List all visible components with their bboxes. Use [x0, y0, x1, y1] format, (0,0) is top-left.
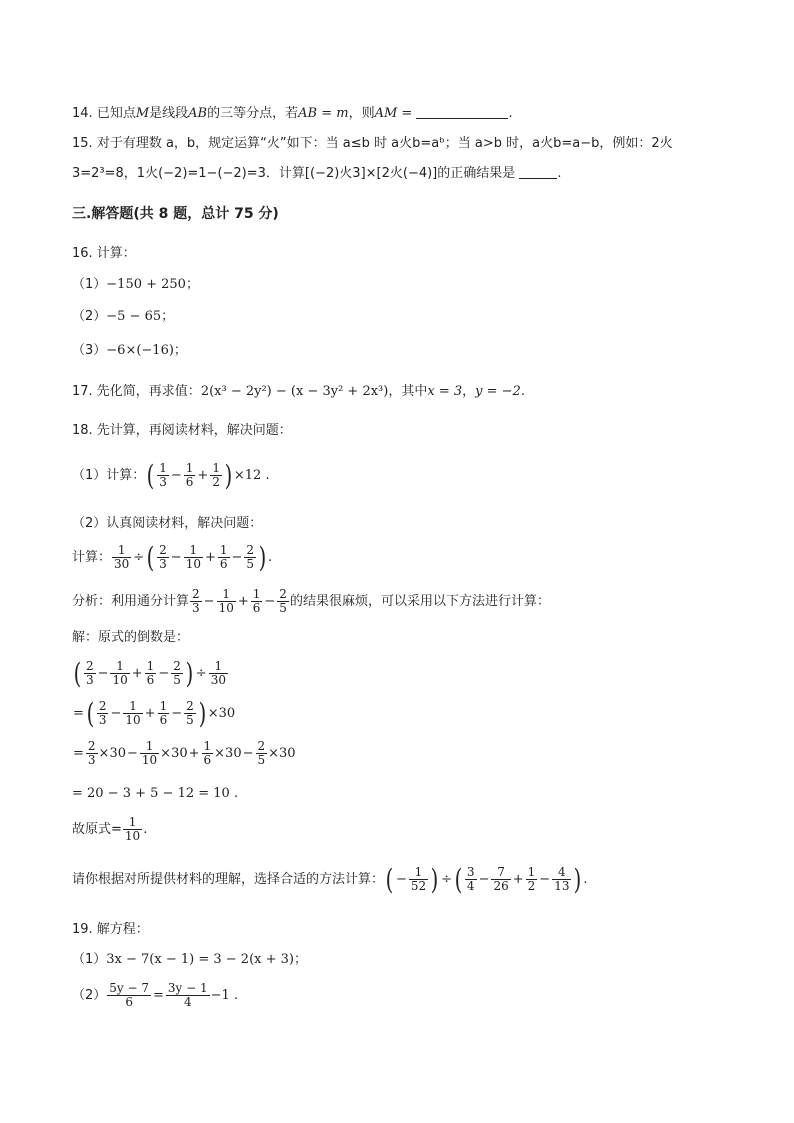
question-18-part-1: （1）计算：( $\frac{1}{3}$ − $\frac{1}{6}$ + $\frac{1}{2}$ ) ×12 .: [72, 458, 270, 492]
solution-line-2: =( $\frac{2}{3}$ − $\frac{1}{10}$ + $\frac{1}{6}$ − $\frac{2}{5}$ ) ×30: [73, 696, 236, 730]
question-14: 14. 已知点M是线段AB的三等分点，若AB = m，则AM = .: [72, 106, 513, 121]
question-19-part-2: （2） $\frac{5y - 7}{6}$ = $\frac{3y - 1}{4}$ −1 .: [72, 981, 239, 1009]
question-18-request: 请你根据对所提供材料的理解，选择合适的方法计算：( − $\frac{1}{52}$ ) ÷( $\frac{3}{4}$ − $\frac{7}{26}$ + $\frac{1}{2}$ − $\frac{4}{13}$ ) .: [72, 862, 588, 896]
question-16-part-1: （1）−150 + 250；: [72, 277, 199, 292]
question-18-analysis: 分析：利用通分计算 $\frac{2}{3}$ − $\frac{1}{10}$ + $\frac{1}{6}$ − $\frac{2}{5}$ 的结果很麻烦，可以采用以下方法进行计算：: [72, 587, 550, 615]
answer-blank-15[interactable]: [519, 164, 557, 179]
question-18-solution-label: 解：原式的倒数是：: [72, 630, 190, 645]
solution-conclusion: 故原式= $\frac{1}{10}$ .: [72, 815, 148, 843]
question-16-part-2: （2）−5 − 65；: [72, 309, 175, 324]
solution-line-3: = $\frac{2}{3}$ ×30− $\frac{1}{10}$ ×30+ $\frac{1}{6}$ ×30− $\frac{2}{5}$ ×30: [73, 739, 296, 767]
question-18-part-2: （2）认真阅读材料，解决问题：: [72, 516, 263, 531]
question-16: 16. 计算：: [72, 246, 136, 261]
answer-blank-14[interactable]: [416, 104, 508, 119]
question-19: 19. 解方程：: [72, 922, 149, 937]
question-18: 18. 先计算，再阅读材料，解决问题：: [72, 423, 292, 438]
question-19-part-1: （1）3x − 7(x − 1) = 3 − 2(x + 3)；: [72, 952, 307, 967]
question-number: 15.: [72, 136, 93, 151]
question-18-calc: 计算： $\frac{1}{30}$ ÷( $\frac{2}{3}$ − $\frac{1}{10}$ + $\frac{1}{6}$ − $\frac{2}{5}$ ) .: [72, 540, 273, 574]
solution-line-1: ( $\frac{2}{3}$ − $\frac{1}{10}$ + $\frac{1}{6}$ − $\frac{2}{5}$ ) ÷ $\frac{1}{30}$: [73, 656, 226, 690]
question-15-line-1: 15. 对于有理数 a，b，规定运算“火”如下：当 a≤b 时 a火b=aᵇ；当 a>b 时，a火b=a−b，例如：2火: [72, 136, 673, 151]
question-15-line-2: 3=2³=8，1火(−2)=1−(−2)=3．计算[(−2)火3]×[2火(−4)]的正确结果是 .: [72, 166, 562, 181]
question-17: 17. 先化简，再求值：2(x³ − 2y²) − (x − 3y² + 2x³)，其中x = 3，y = −2.: [72, 384, 525, 399]
section-heading: 三.解答题(共 8 题，总计 75 分): [72, 206, 279, 222]
solution-line-4: = 20 − 3 + 5 − 12 = 10 .: [72, 786, 239, 801]
question-16-part-3: （3）−6×(−16)；: [72, 343, 187, 358]
question-number: 14.: [72, 106, 93, 121]
